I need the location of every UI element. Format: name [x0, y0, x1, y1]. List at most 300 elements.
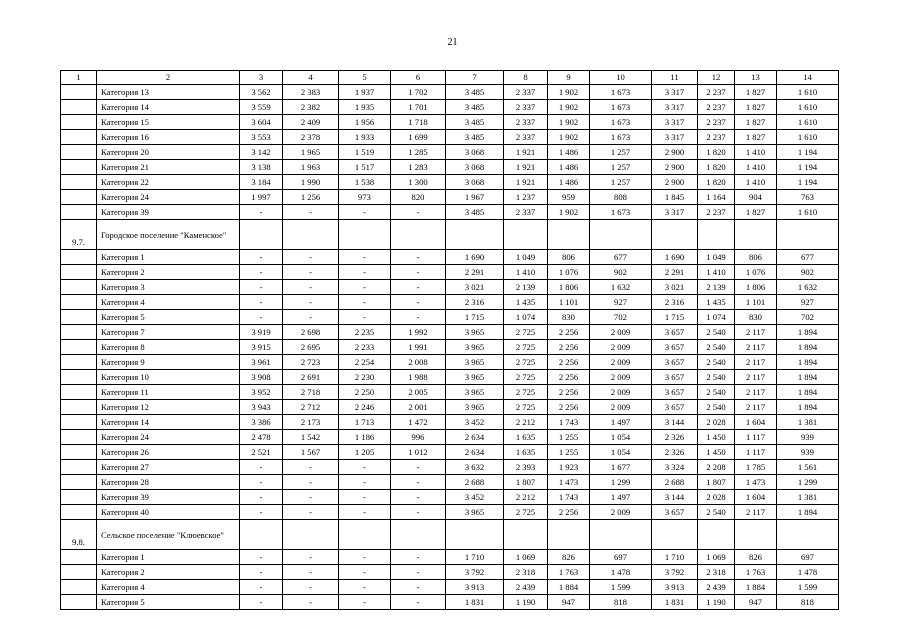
- value-cell: 3 657: [652, 400, 698, 415]
- value-cell: [283, 520, 339, 550]
- value-cell: 2 291: [446, 265, 504, 280]
- value-cell: 2 117: [735, 370, 777, 385]
- value-cell: 2 900: [652, 175, 698, 190]
- value-cell: 2 028: [698, 415, 735, 430]
- value-cell: 2 173: [283, 415, 339, 430]
- value-cell: 2 540: [698, 340, 735, 355]
- value-cell: 3 913: [652, 580, 698, 595]
- value-cell: 1 450: [698, 445, 735, 460]
- value-cell: 1 256: [283, 190, 339, 205]
- value-cell: 3 657: [652, 505, 698, 520]
- value-cell: 1 299: [777, 475, 839, 490]
- value-cell: -: [391, 565, 446, 580]
- value-cell: -: [391, 505, 446, 520]
- value-cell: 2 900: [652, 160, 698, 175]
- value-cell: [652, 220, 698, 250]
- value-cell: 3 317: [652, 85, 698, 100]
- value-cell: 1 012: [391, 445, 446, 460]
- value-cell: 1 992: [391, 325, 446, 340]
- value-cell: 3 965: [446, 385, 504, 400]
- value-cell: 820: [391, 190, 446, 205]
- value-cell: 2 009: [590, 340, 652, 355]
- category-name-cell: Категория 4: [97, 295, 240, 310]
- value-cell: 2 540: [698, 325, 735, 340]
- value-cell: 1 478: [777, 565, 839, 580]
- value-cell: 1 827: [735, 205, 777, 220]
- value-cell: 2 117: [735, 385, 777, 400]
- value-cell: [504, 520, 548, 550]
- value-cell: 973: [339, 190, 391, 205]
- section-row: [61, 220, 839, 250]
- value-cell: 927: [590, 295, 652, 310]
- value-cell: -: [283, 505, 339, 520]
- table-row: [61, 490, 839, 505]
- value-cell: 2 698: [283, 325, 339, 340]
- row-number-cell: [61, 205, 97, 220]
- row-number-cell: [61, 550, 97, 565]
- value-cell: -: [283, 205, 339, 220]
- value-cell: 2 318: [504, 565, 548, 580]
- value-cell: 1 690: [652, 250, 698, 265]
- value-cell: -: [240, 550, 283, 565]
- value-cell: 3 021: [446, 280, 504, 295]
- value-cell: 1 820: [698, 175, 735, 190]
- value-cell: -: [240, 580, 283, 595]
- category-name-cell: Категория 24: [97, 190, 240, 205]
- value-cell: 2 439: [698, 580, 735, 595]
- value-cell: 3 657: [652, 325, 698, 340]
- value-cell: 1 473: [548, 475, 590, 490]
- value-cell: 2 237: [698, 205, 735, 220]
- value-cell: 2 725: [504, 385, 548, 400]
- value-cell: 1 677: [590, 460, 652, 475]
- value-cell: 1 194: [777, 175, 839, 190]
- value-cell: 2 725: [504, 370, 548, 385]
- value-cell: -: [339, 265, 391, 280]
- value-cell: -: [283, 490, 339, 505]
- value-cell: 1 902: [548, 130, 590, 145]
- value-cell: 2 723: [283, 355, 339, 370]
- value-cell: -: [339, 550, 391, 565]
- section-name-cell: Сельское поселение "Клюевское": [97, 520, 240, 550]
- value-cell: 1 845: [652, 190, 698, 205]
- value-cell: 3 965: [446, 355, 504, 370]
- value-cell: -: [283, 595, 339, 610]
- value-cell: 1 237: [504, 190, 548, 205]
- value-cell: -: [240, 565, 283, 580]
- value-cell: -: [240, 280, 283, 295]
- value-cell: 3 317: [652, 205, 698, 220]
- value-cell: 3 562: [240, 85, 283, 100]
- table-row: [61, 595, 839, 610]
- value-cell: 1 718: [391, 115, 446, 130]
- value-cell: 2 028: [698, 490, 735, 505]
- value-cell: 1 921: [504, 145, 548, 160]
- table-row: [61, 295, 839, 310]
- value-cell: 2 009: [590, 385, 652, 400]
- value-cell: 1 807: [504, 475, 548, 490]
- value-cell: 2 634: [446, 445, 504, 460]
- value-cell: 830: [548, 310, 590, 325]
- value-cell: 1 194: [777, 145, 839, 160]
- value-cell: 1 710: [446, 550, 504, 565]
- value-cell: 1 069: [504, 550, 548, 565]
- column-header: 3: [240, 71, 283, 85]
- value-cell: -: [240, 295, 283, 310]
- value-cell: 1 937: [339, 85, 391, 100]
- value-cell: 1 410: [735, 145, 777, 160]
- row-number-cell: [61, 310, 97, 325]
- value-cell: 1 902: [548, 100, 590, 115]
- value-cell: 1 827: [735, 115, 777, 130]
- value-cell: 1 820: [698, 145, 735, 160]
- table-row: [61, 430, 839, 445]
- value-cell: 826: [735, 550, 777, 565]
- column-header: 13: [735, 71, 777, 85]
- value-cell: -: [391, 580, 446, 595]
- value-cell: 1 988: [391, 370, 446, 385]
- value-cell: [391, 520, 446, 550]
- value-cell: [446, 520, 504, 550]
- value-cell: 1 785: [735, 460, 777, 475]
- value-cell: 1 074: [504, 310, 548, 325]
- value-cell: 902: [777, 265, 839, 280]
- value-cell: 1 410: [735, 175, 777, 190]
- value-cell: 2 230: [339, 370, 391, 385]
- value-cell: 1 743: [548, 490, 590, 505]
- category-name-cell: Категория 2: [97, 265, 240, 280]
- table-row: [61, 115, 839, 130]
- column-header: 5: [339, 71, 391, 85]
- category-name-cell: Категория 7: [97, 325, 240, 340]
- value-cell: 2 316: [446, 295, 504, 310]
- value-cell: 2 688: [652, 475, 698, 490]
- value-cell: [548, 220, 590, 250]
- value-cell: 3 632: [446, 460, 504, 475]
- column-header: 4: [283, 71, 339, 85]
- value-cell: [339, 520, 391, 550]
- value-cell: 1 831: [652, 595, 698, 610]
- table-row: [61, 505, 839, 520]
- value-cell: -: [391, 295, 446, 310]
- value-cell: 3 068: [446, 175, 504, 190]
- column-header: 12: [698, 71, 735, 85]
- value-cell: 1 923: [548, 460, 590, 475]
- section-row: [61, 520, 839, 550]
- category-name-cell: Категория 13: [97, 85, 240, 100]
- value-cell: 2 139: [698, 280, 735, 295]
- value-cell: 1 827: [735, 100, 777, 115]
- value-cell: 2 139: [504, 280, 548, 295]
- table-row: [61, 265, 839, 280]
- value-cell: 1 450: [698, 430, 735, 445]
- value-cell: 2 256: [548, 355, 590, 370]
- value-cell: 3 485: [446, 100, 504, 115]
- table-row: [61, 85, 839, 100]
- value-cell: 1 894: [777, 370, 839, 385]
- value-cell: 1 300: [391, 175, 446, 190]
- page-number: 21: [447, 37, 458, 48]
- value-cell: 3 961: [240, 355, 283, 370]
- value-cell: 1 894: [777, 325, 839, 340]
- row-number-cell: [61, 175, 97, 190]
- value-cell: 1 827: [735, 85, 777, 100]
- table-row: [61, 415, 839, 430]
- value-cell: 2 212: [504, 490, 548, 505]
- value-cell: 3 553: [240, 130, 283, 145]
- category-name-cell: Категория 24: [97, 430, 240, 445]
- value-cell: 2 900: [652, 145, 698, 160]
- row-number-cell: 9.7.: [61, 220, 97, 250]
- table-row: [61, 475, 839, 490]
- value-cell: 1 604: [735, 415, 777, 430]
- value-cell: 1 894: [777, 505, 839, 520]
- table-row: [61, 310, 839, 325]
- value-cell: 2 439: [504, 580, 548, 595]
- category-name-cell: Категория 5: [97, 310, 240, 325]
- value-cell: 830: [735, 310, 777, 325]
- value-cell: 3 144: [652, 415, 698, 430]
- value-cell: -: [240, 205, 283, 220]
- value-cell: -: [240, 265, 283, 280]
- value-cell: 818: [590, 595, 652, 610]
- value-cell: 3 485: [446, 130, 504, 145]
- category-name-cell: Категория 28: [97, 475, 240, 490]
- value-cell: 1 921: [504, 175, 548, 190]
- value-cell: [777, 220, 839, 250]
- value-cell: 2 316: [652, 295, 698, 310]
- category-name-cell: Категория 4: [97, 580, 240, 595]
- value-cell: 1 963: [283, 160, 339, 175]
- column-header: 6: [391, 71, 446, 85]
- row-number-cell: [61, 115, 97, 130]
- value-cell: 1 990: [283, 175, 339, 190]
- value-cell: 1 820: [698, 160, 735, 175]
- value-cell: [240, 220, 283, 250]
- value-cell: 2 540: [698, 370, 735, 385]
- value-cell: 806: [735, 250, 777, 265]
- value-cell: 959: [548, 190, 590, 205]
- row-number-cell: [61, 130, 97, 145]
- value-cell: 2 009: [590, 355, 652, 370]
- value-cell: 677: [777, 250, 839, 265]
- table-row: [61, 205, 839, 220]
- value-cell: 1 283: [391, 160, 446, 175]
- value-cell: 1 519: [339, 145, 391, 160]
- table-row: [61, 130, 839, 145]
- value-cell: 2 691: [283, 370, 339, 385]
- value-cell: 1 410: [698, 265, 735, 280]
- value-cell: -: [339, 250, 391, 265]
- value-cell: [777, 520, 839, 550]
- value-cell: 702: [590, 310, 652, 325]
- value-cell: 1 807: [698, 475, 735, 490]
- value-cell: 2 725: [504, 355, 548, 370]
- value-cell: 2 521: [240, 445, 283, 460]
- value-cell: 2 291: [652, 265, 698, 280]
- value-cell: 1 538: [339, 175, 391, 190]
- value-cell: -: [240, 460, 283, 475]
- data-table: [60, 70, 839, 610]
- value-cell: 2 337: [504, 130, 548, 145]
- value-cell: 1 497: [590, 415, 652, 430]
- value-cell: 1 101: [548, 295, 590, 310]
- value-cell: 2 725: [504, 505, 548, 520]
- value-cell: 3 452: [446, 490, 504, 505]
- value-cell: 2 117: [735, 340, 777, 355]
- value-cell: [590, 220, 652, 250]
- value-cell: 3 952: [240, 385, 283, 400]
- value-cell: 2 009: [590, 325, 652, 340]
- value-cell: 3 913: [446, 580, 504, 595]
- value-cell: 1 472: [391, 415, 446, 430]
- row-number-cell: [61, 340, 97, 355]
- value-cell: 1 610: [777, 100, 839, 115]
- value-cell: 702: [777, 310, 839, 325]
- value-cell: 3 657: [652, 385, 698, 400]
- value-cell: 3 138: [240, 160, 283, 175]
- value-cell: -: [339, 280, 391, 295]
- value-cell: -: [391, 265, 446, 280]
- value-cell: 3 792: [446, 565, 504, 580]
- table-body: [61, 85, 839, 610]
- value-cell: 2 695: [283, 340, 339, 355]
- value-cell: 1 076: [548, 265, 590, 280]
- value-cell: 1 806: [548, 280, 590, 295]
- row-number-cell: [61, 265, 97, 280]
- value-cell: 2 540: [698, 505, 735, 520]
- table-row: [61, 400, 839, 415]
- value-cell: 2 688: [446, 475, 504, 490]
- value-cell: 1 069: [698, 550, 735, 565]
- value-cell: 1 701: [391, 100, 446, 115]
- value-cell: 3 919: [240, 325, 283, 340]
- row-number-cell: [61, 445, 97, 460]
- value-cell: -: [283, 265, 339, 280]
- value-cell: 1 702: [391, 85, 446, 100]
- row-number-cell: [61, 490, 97, 505]
- value-cell: 2 237: [698, 115, 735, 130]
- value-cell: 1 715: [652, 310, 698, 325]
- value-cell: 3 068: [446, 160, 504, 175]
- category-name-cell: Категория 22: [97, 175, 240, 190]
- value-cell: 1 076: [735, 265, 777, 280]
- category-name-cell: Категория 14: [97, 100, 240, 115]
- value-cell: 2 540: [698, 355, 735, 370]
- value-cell: 2 256: [548, 505, 590, 520]
- value-cell: 1 632: [590, 280, 652, 295]
- value-cell: 1 610: [777, 115, 839, 130]
- value-cell: -: [240, 490, 283, 505]
- value-cell: 1 190: [504, 595, 548, 610]
- column-header: 7: [446, 71, 504, 85]
- row-number-cell: [61, 280, 97, 295]
- header-row: [61, 71, 839, 85]
- row-number-cell: [61, 595, 97, 610]
- category-name-cell: Категория 20: [97, 145, 240, 160]
- column-header: 14: [777, 71, 839, 85]
- value-cell: [339, 220, 391, 250]
- value-cell: 2 246: [339, 400, 391, 415]
- value-cell: 1 478: [590, 565, 652, 580]
- value-cell: -: [391, 280, 446, 295]
- value-cell: 996: [391, 430, 446, 445]
- value-cell: 2 725: [504, 400, 548, 415]
- value-cell: 1 635: [504, 445, 548, 460]
- table-row: [61, 460, 839, 475]
- value-cell: 904: [735, 190, 777, 205]
- value-cell: -: [391, 250, 446, 265]
- value-cell: -: [283, 250, 339, 265]
- value-cell: 2 117: [735, 355, 777, 370]
- value-cell: 1 894: [777, 385, 839, 400]
- value-cell: 1 435: [504, 295, 548, 310]
- value-cell: 2 382: [283, 100, 339, 115]
- table-row: [61, 445, 839, 460]
- value-cell: 3 657: [652, 370, 698, 385]
- value-cell: 1 884: [735, 580, 777, 595]
- value-cell: 1 894: [777, 340, 839, 355]
- value-cell: -: [339, 205, 391, 220]
- value-cell: -: [283, 550, 339, 565]
- value-cell: 3 452: [446, 415, 504, 430]
- value-cell: 1 673: [590, 205, 652, 220]
- value-cell: 763: [777, 190, 839, 205]
- category-name-cell: Категория 1: [97, 250, 240, 265]
- value-cell: 3 943: [240, 400, 283, 415]
- category-name-cell: Категория 1: [97, 550, 240, 565]
- value-cell: 1 610: [777, 205, 839, 220]
- value-cell: -: [391, 550, 446, 565]
- value-cell: 3 657: [652, 340, 698, 355]
- value-cell: -: [283, 295, 339, 310]
- row-number-cell: 9.8.: [61, 520, 97, 550]
- value-cell: 1 074: [698, 310, 735, 325]
- table-row: [61, 100, 839, 115]
- row-number-cell: [61, 190, 97, 205]
- value-cell: 1 715: [446, 310, 504, 325]
- value-cell: 3 604: [240, 115, 283, 130]
- value-cell: 2 009: [590, 400, 652, 415]
- value-cell: 1 410: [504, 265, 548, 280]
- value-cell: 3 144: [652, 490, 698, 505]
- value-cell: 1 257: [590, 145, 652, 160]
- value-cell: 3 657: [652, 355, 698, 370]
- value-cell: -: [391, 460, 446, 475]
- table-row: [61, 325, 839, 340]
- value-cell: 1 117: [735, 445, 777, 460]
- value-cell: 2 378: [283, 130, 339, 145]
- value-cell: 3 021: [652, 280, 698, 295]
- column-header: 10: [590, 71, 652, 85]
- value-cell: 2 712: [283, 400, 339, 415]
- category-name-cell: Категория 16: [97, 130, 240, 145]
- category-name-cell: Категория 14: [97, 415, 240, 430]
- value-cell: 1 599: [777, 580, 839, 595]
- value-cell: 2 208: [698, 460, 735, 475]
- value-cell: -: [339, 490, 391, 505]
- value-cell: 2 212: [504, 415, 548, 430]
- value-cell: -: [339, 505, 391, 520]
- value-cell: 2 318: [698, 565, 735, 580]
- value-cell: 902: [590, 265, 652, 280]
- value-cell: 1 831: [446, 595, 504, 610]
- column-header: 11: [652, 71, 698, 85]
- value-cell: 2 725: [504, 325, 548, 340]
- value-cell: 939: [777, 445, 839, 460]
- value-cell: 3 965: [446, 400, 504, 415]
- value-cell: 1 610: [777, 130, 839, 145]
